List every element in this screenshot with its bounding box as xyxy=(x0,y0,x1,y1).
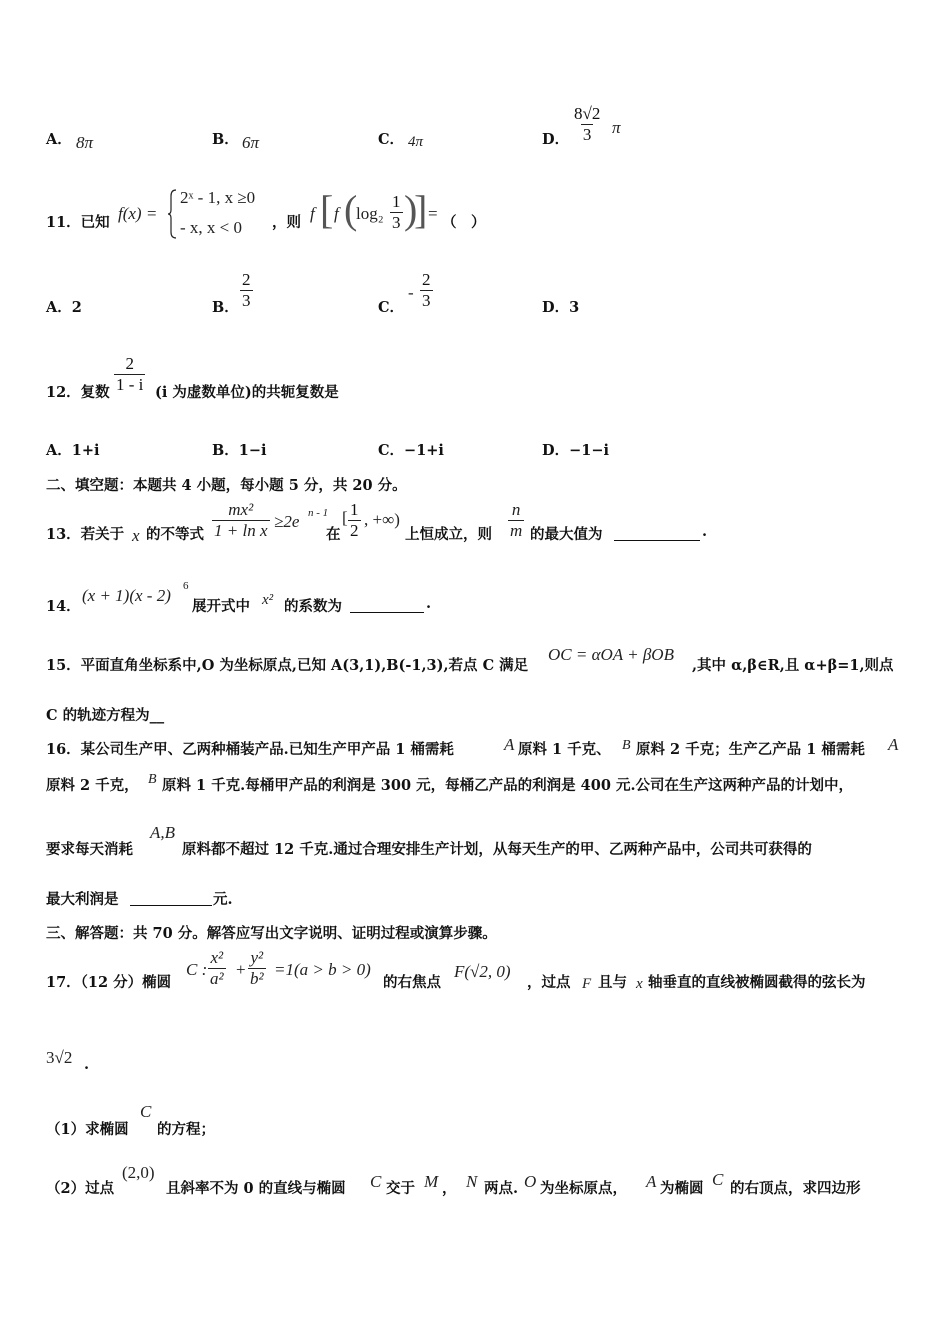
q11-option-c-label: C． xyxy=(378,299,405,316)
q17-part-2f: 为坐标原点， xyxy=(540,1180,627,1197)
q11-case-1: 2ˣ - 1, x ≥0 xyxy=(180,188,256,207)
q11-option-b-label: B． xyxy=(212,299,239,316)
q16-A-1: A xyxy=(504,735,515,754)
q10-option-c-value: 4π xyxy=(408,134,424,150)
q13-ge: ≥2e xyxy=(274,512,300,531)
q17-part-2b: 且斜率不为 0 的直线与椭圆 xyxy=(166,1180,346,1197)
q12-fraction xyxy=(114,354,145,395)
q14-exponent: 6 xyxy=(183,580,189,592)
q17-A: A xyxy=(646,1172,657,1191)
q17-chord-period: . xyxy=(84,1056,90,1073)
q12-option-c: C．−1+i xyxy=(378,442,444,459)
q16-line-3b: 原料都不超过 12 千克.通过合理安排生产计划，从每天生产的甲、乙两种产品中，公司共可获得的 xyxy=(182,841,812,858)
q17-condition: =1(a > b > 0) xyxy=(274,960,371,979)
q13-text-1: 的不等式 xyxy=(146,526,204,543)
fraction-denominator: 3 xyxy=(392,213,401,232)
q17-point: (2,0) xyxy=(122,1163,155,1182)
q13-left-bracket: [ xyxy=(342,508,348,527)
q17-x-fraction xyxy=(208,948,226,989)
q14-text-2: 的系数为 xyxy=(284,598,342,615)
q17-text-3: 且与 xyxy=(598,974,627,991)
q11-log-fraction xyxy=(390,192,403,233)
q13-number: 13．若关于 xyxy=(46,526,125,543)
q10-option-a-value: 8π xyxy=(76,133,94,152)
q14-x-squared: x² xyxy=(262,592,274,608)
q10-option-d-label: D． xyxy=(542,131,570,148)
q17-part-2e: 两点. xyxy=(484,1180,519,1197)
q10-option-b-value: 6π xyxy=(242,133,260,152)
q12-number: 12．复数 xyxy=(46,384,110,401)
q17-O: O xyxy=(524,1172,537,1191)
inner-left-paren: ( xyxy=(344,187,358,232)
q15-line-1b: ,其中 α,β∈R,且 α+β=1,则点 xyxy=(692,657,894,674)
q17-part-2d: ， xyxy=(442,1180,457,1197)
q16-B-1: B xyxy=(622,738,631,753)
q11-option-d: D．3 xyxy=(542,299,580,316)
q11-outer-f: f xyxy=(310,204,315,223)
section-3-heading: 三、解答题：共 70 分。解答应写出文字说明、证明过程或演算步骤。 xyxy=(46,925,497,942)
q17-part-2c: 交于 xyxy=(386,1180,415,1197)
q11-option-a: A．2 xyxy=(46,299,82,316)
q12-text: (i 为虚数单位)的共轭复数是 xyxy=(155,384,339,401)
q15-line-1a: 15．平面直角坐标系中,O 为坐标原点,已知 A(3,1),B(-1,3),若点 C 满足 xyxy=(46,657,529,674)
q17-focus: F(√2, 0) xyxy=(454,962,511,981)
q11-option-c-minus: - xyxy=(408,283,414,302)
fraction-denominator: b² xyxy=(250,969,264,988)
q17-M: M xyxy=(424,1172,439,1191)
fraction-denominator: 1 + ln x xyxy=(214,521,268,540)
q13-text-4: 的最大值为 xyxy=(530,526,603,543)
inner-right-paren: ) xyxy=(404,187,418,232)
q15-line-2: C 的轨迹方程为__ xyxy=(46,707,165,724)
q16-A-2: A xyxy=(888,735,899,754)
q10-option-c-label: C． xyxy=(378,131,405,148)
q11-case-2: - x, x < 0 xyxy=(180,218,242,237)
q10-option-b-label: B． xyxy=(212,131,239,148)
q17-chord-length: 3√2 xyxy=(46,1048,73,1067)
q14-answer-blank[interactable] xyxy=(350,596,424,613)
q16-line-1c: 原料 2 千克；生产乙产品 1 桶需耗 xyxy=(636,741,865,758)
q17-plus: + xyxy=(236,960,246,979)
q17-N: N xyxy=(466,1172,478,1191)
fraction-numerator: n xyxy=(511,500,521,519)
q17-part-2-C: C xyxy=(370,1172,382,1191)
q16-line-4b: 元. xyxy=(213,891,233,908)
q17-F: F xyxy=(582,976,592,992)
q13-interval-end: , +∞) xyxy=(364,510,400,529)
outer-left-bracket: [ xyxy=(320,187,334,232)
q13-x: x xyxy=(132,526,140,545)
fraction-numerator: 1 xyxy=(392,192,401,211)
q11-function-name: f(x) = xyxy=(118,204,158,223)
q16-B-2: B xyxy=(148,772,157,787)
q12-option-b: B．1−i xyxy=(212,442,267,459)
q13-half-fraction xyxy=(348,500,361,541)
q17-part-2g: 为椭圆 xyxy=(660,1180,704,1197)
q10-option-d-fraction xyxy=(572,104,602,145)
fraction-numerator: 2 xyxy=(125,354,134,373)
q16-line-1b: 原料 1 千克、 xyxy=(518,741,611,758)
fraction-numerator: 2 xyxy=(422,270,431,289)
q16-A-B: A,B xyxy=(150,823,176,842)
q16-line-4a: 最大利润是 xyxy=(46,891,119,908)
q14-number: 14． xyxy=(46,598,81,615)
fraction-denominator: m xyxy=(510,521,523,540)
q17-C: C : xyxy=(186,960,208,979)
fraction-denominator: 3 xyxy=(242,291,251,310)
q17-part-1a: （1）求椭圆 xyxy=(46,1121,129,1138)
q13-fraction xyxy=(212,500,270,541)
q16-line-1a: 16．某公司生产甲、乙两种桶装产品.已知生产甲产品 1 桶需耗 xyxy=(46,741,454,758)
piecewise-brace-icon xyxy=(168,188,178,240)
q15-vector-equation: OC = αOA + βOB xyxy=(548,645,674,664)
q17-part-2h: 的右顶点，求四边形 xyxy=(730,1180,861,1197)
q13-text-2: 在 xyxy=(326,526,341,543)
q11-equals: = xyxy=(428,204,438,223)
fraction-denominator: 3 xyxy=(582,125,592,144)
q17-text-1: 的右焦点 xyxy=(383,974,441,991)
q14-text-1: 展开式中 xyxy=(192,598,250,615)
fraction-denominator: 1 - i xyxy=(116,375,144,394)
fraction-numerator: x² xyxy=(210,948,224,967)
q17-part-2a: （2）过点 xyxy=(46,1180,115,1197)
q17-part-2-C3: C xyxy=(712,1170,724,1189)
q13-n-over-m xyxy=(508,500,524,541)
q17-text-4: 轴垂直的直线被椭圆截得的弦长为 xyxy=(648,974,866,991)
q17-part-1-C: C xyxy=(140,1102,152,1121)
q17-text-2: ，过点 xyxy=(527,974,571,991)
section-2-heading: 二、填空题：本题共 4 小题，每小题 5 分，共 20 分。 xyxy=(46,477,407,494)
q11-inner-f: f xyxy=(334,204,339,223)
q11-then: ，则 xyxy=(272,214,301,231)
fraction-denominator: 2 xyxy=(350,521,359,540)
q13-text-3: 上恒成立，则 xyxy=(405,526,492,543)
q16-line-2a: 原料 2 千克， xyxy=(46,777,139,794)
q13-answer-blank[interactable] xyxy=(614,524,700,541)
q12-option-d: D．−1−i xyxy=(542,442,609,459)
q17-y-fraction xyxy=(248,948,266,989)
fraction-numerator: 2 xyxy=(242,270,251,289)
q13-period: . xyxy=(702,523,708,540)
fraction-numerator: y² xyxy=(250,948,264,967)
q11-option-c-fraction xyxy=(420,270,433,311)
q17-part-1b: 的方程； xyxy=(157,1121,215,1138)
fraction-denominator: a² xyxy=(210,969,224,988)
fraction-numerator: mx² xyxy=(228,500,254,519)
q12-option-a: A．1+i xyxy=(46,442,100,459)
q16-answer-blank[interactable] xyxy=(130,889,212,906)
q11-number: 11．已知 xyxy=(46,214,110,231)
q10-option-d-pi: π xyxy=(612,118,621,137)
q11-option-b-fraction xyxy=(240,270,253,311)
q16-line-3a: 要求每天消耗 xyxy=(46,841,133,858)
q14-expression: (x + 1)(x - 2) xyxy=(82,586,171,605)
fraction-numerator: 8√2 xyxy=(574,104,601,123)
q13-exponent: n - 1 xyxy=(308,507,329,519)
outer-right-bracket: ] xyxy=(414,187,428,232)
q11-answer-paren: （ ） xyxy=(442,214,486,231)
q10-option-a-label: A． xyxy=(46,131,72,148)
fraction-denominator: 3 xyxy=(422,291,431,310)
fraction-numerator: 1 xyxy=(350,500,359,519)
q17-x: x xyxy=(636,976,643,992)
q11-log: log₂ xyxy=(356,204,384,223)
q17-number: 17．（12 分）椭圆 xyxy=(46,974,172,991)
q16-line-2b: 原料 1 千克.每桶甲产品的利润是 300 元，每桶乙产品的利润是 400 元.公司在生产这两种产品的计划中， xyxy=(162,777,854,794)
q14-period: . xyxy=(426,595,432,612)
